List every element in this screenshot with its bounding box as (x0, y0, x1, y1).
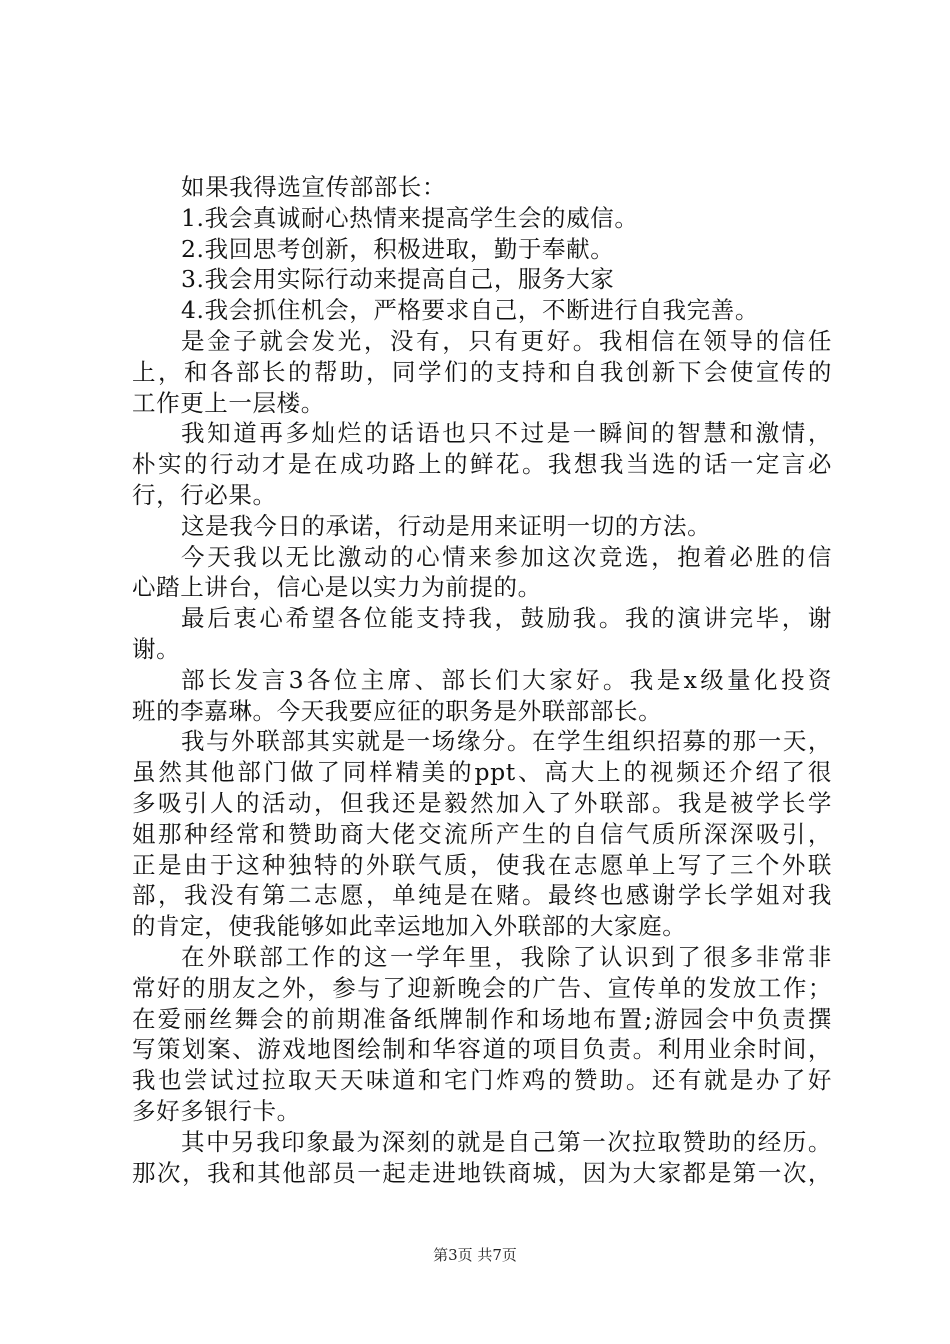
text-line: 如果我得选宣传部部长： (181, 173, 447, 201)
text-line: 行，行必果。 (132, 480, 277, 509)
text-line: 工作更上一层楼。 (132, 388, 325, 417)
text-line: 其中另我印象最为深刻的就是自己第一次拉取赞助的经历。 (181, 1127, 832, 1156)
text-line: 常好的朋友之外，参与了迎新晚会的广告、宣传单的发放工作； (132, 973, 832, 1002)
text-line: 我也尝试过拉取天天味道和宅门炸鸡的赞助。还有就是办了好 (132, 1066, 832, 1095)
text-line: 3.我会用实际行动来提高自己，服务大家 (181, 265, 615, 294)
page-footer: 第3页 共7页 (433, 1246, 517, 1264)
text-line: 班的李嘉琳。今天我要应征的职务是外联部部长。 (132, 696, 663, 725)
text-line: 最后衷心希望各位能支持我，鼓励我。我的演讲完毕，谢 (181, 604, 832, 633)
text-line: 1.我会真诚耐心热情来提高学生会的威信。 (181, 203, 639, 232)
text-line: 是金子就会发光，没有，只有更好。我相信在领导的信任 (181, 326, 832, 355)
text-line: 在外联部工作的这一学年里，我除了认识到了很多非常非 (181, 942, 832, 971)
text-line: 的肯定，使我能够如此幸运地加入外联部的大家庭。 (132, 912, 687, 941)
text-line: 虽然其他部门做了同样精美的ppt、高大上的视频还介绍了很 (132, 758, 832, 787)
text-line: 谢。 (132, 634, 181, 663)
text-line: 心踏上讲台，信心是以实力为前提的。 (132, 573, 542, 602)
text-line: 在爱丽丝舞会的前期准备纸牌制作和场地布置;游园会中负责撰 (132, 1004, 832, 1033)
text-line: 上，和各部长的帮助，同学们的支持和自我创新下会使宣传的 (132, 357, 832, 386)
text-line: 今天我以无比激动的心情来参加这次竞选，抱着必胜的信 (181, 542, 832, 571)
text-line: 多好多银行卡。 (132, 1096, 301, 1125)
text-line: 2.我回思考创新，积极进取，勤于奉献。 (181, 234, 615, 263)
text-line: 多吸引人的活动，但我还是毅然加入了外联部。我是被学长学 (132, 788, 832, 817)
text-line: 这是我今日的承诺，行动是用来证明一切的方法。 (181, 511, 712, 540)
text-line: 姐那种经常和赞助商大佬交流所产生的自信气质所深深吸引， (132, 819, 832, 848)
document-body (132, 172, 832, 1188)
text-line: 我与外联部其实就是一场缘分。在学生组织招募的那一天， (181, 727, 832, 756)
text-line: 我知道再多灿烂的话语也只不过是一瞬间的智慧和激情， (181, 419, 832, 448)
text-line: 写策划案、游戏地图绘制和华容道的项目负责。利用业余时间， (132, 1035, 832, 1064)
text-line: 那次，我和其他部员一起走进地铁商城，因为大家都是第一次， (132, 1158, 832, 1187)
text-line: 朴实的行动才是在成功路上的鲜花。我想我当选的话一定言必 (132, 450, 832, 479)
text-line: 部长发言3各位主席、部长们大家好。我是x级量化投资 (181, 665, 832, 694)
text-line: 4.我会抓住机会，严格要求自己，不断进行自我完善。 (181, 296, 759, 325)
text-line: 正是由于这种独特的外联气质，使我在志愿单上写了三个外联 (132, 850, 832, 879)
text-line: 部，我没有第二志愿，单纯是在赌。最终也感谢学长学姐对我 (132, 881, 832, 910)
